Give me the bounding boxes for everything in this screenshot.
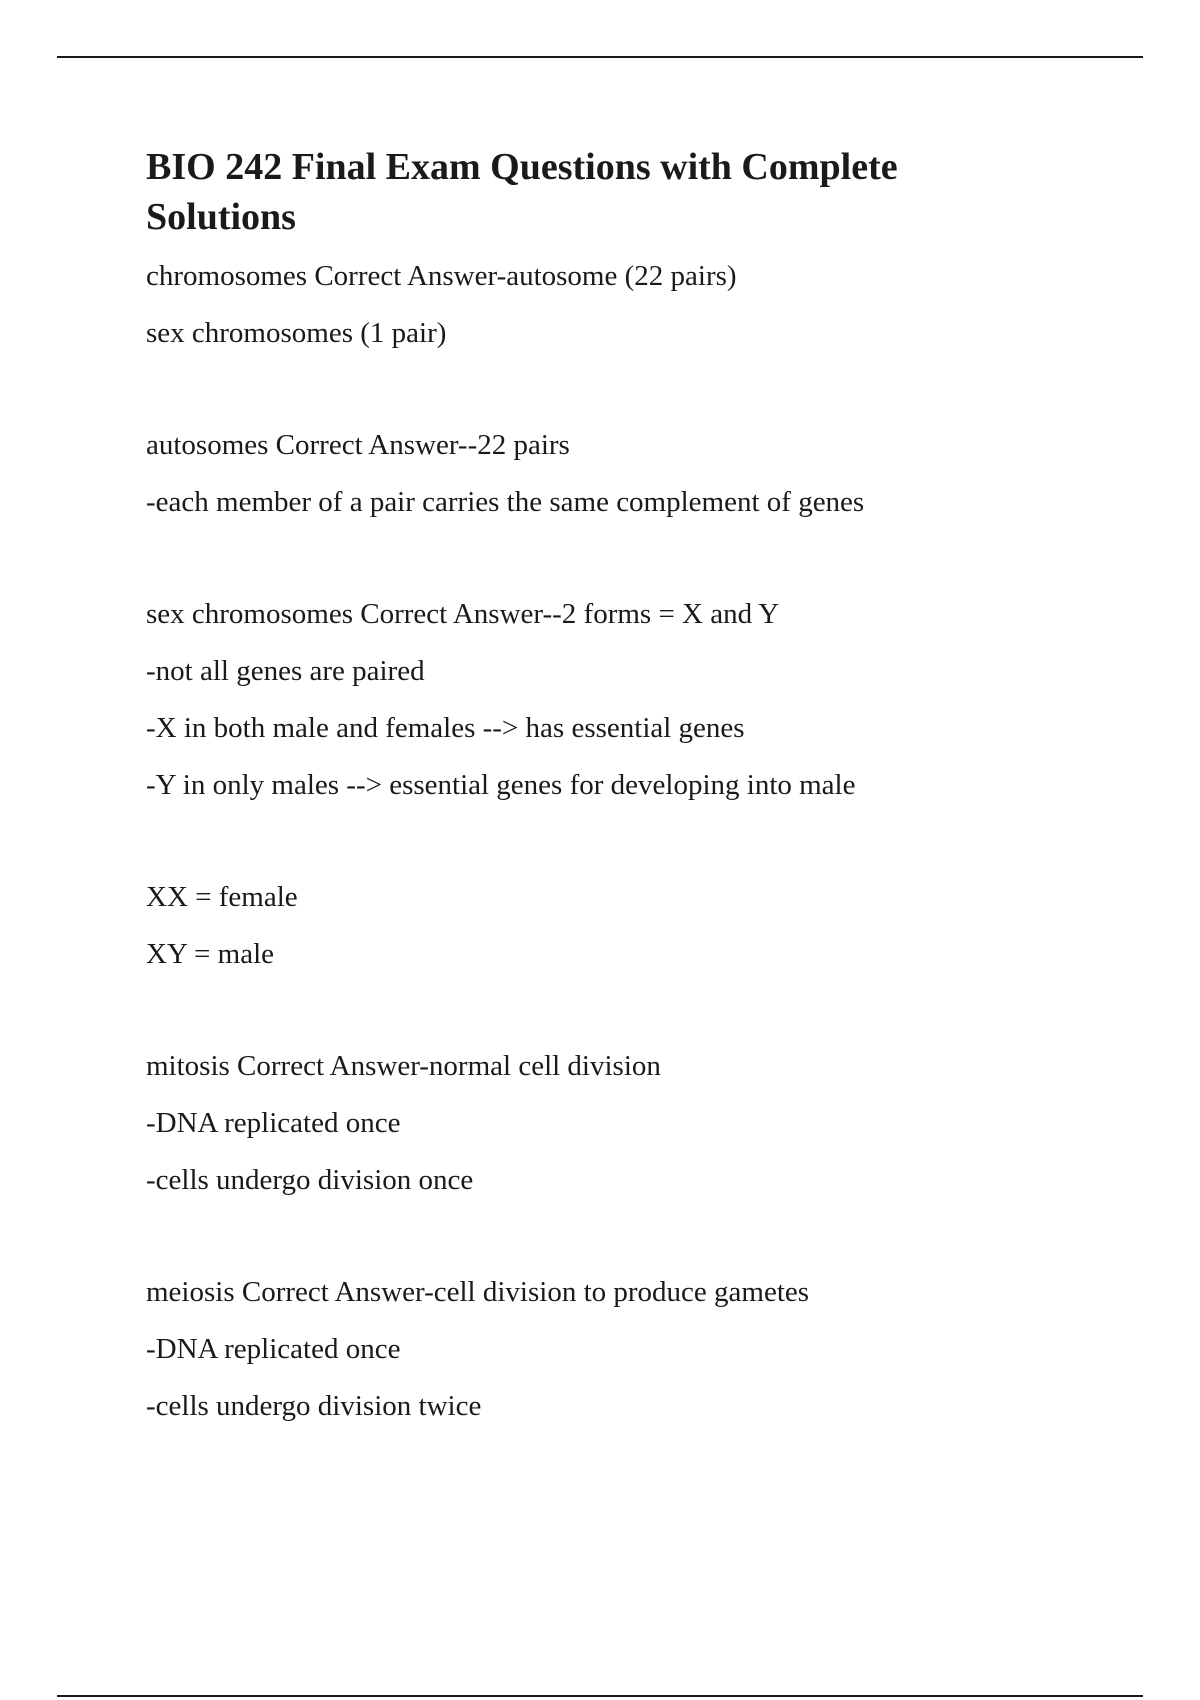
qa-line: -DNA replicated once — [146, 1107, 401, 1139]
qa-block-sex-chromosomes — [146, 586, 1046, 814]
qa-line: -cells undergo division twice — [146, 1390, 482, 1422]
top-rule — [57, 56, 1143, 58]
qa-line: -X in both male and females --> has essential genes — [146, 712, 745, 744]
qa-block-meiosis — [146, 1264, 1046, 1435]
qa-block-sex-determination — [146, 869, 1046, 983]
qa-line: XX = female — [146, 881, 298, 913]
qa-line: -Y in only males --> essential genes for developing into male — [146, 769, 856, 801]
qa-block-mitosis — [146, 1038, 1046, 1209]
document-body — [146, 142, 1046, 1435]
qa-line: -not all genes are paired — [146, 655, 425, 687]
qa-block-autosomes — [146, 417, 1046, 531]
qa-line: -DNA replicated once — [146, 1333, 401, 1365]
bottom-rule — [57, 1695, 1143, 1697]
qa-line: chromosomes Correct Answer-autosome (22 pairs) — [146, 260, 737, 292]
qa-list — [146, 248, 1046, 1435]
qa-line: -each member of a pair carries the same complement of genes — [146, 486, 865, 518]
qa-line: -cells undergo division once — [146, 1164, 474, 1196]
qa-line: sex chromosomes (1 pair) — [146, 317, 447, 349]
qa-line: XY = male — [146, 938, 275, 970]
qa-line: autosomes Correct Answer--22 pairs — [146, 429, 570, 461]
qa-block-chromosomes — [146, 248, 1046, 362]
qa-line: mitosis Correct Answer-normal cell division — [146, 1050, 661, 1082]
qa-line: meiosis Correct Answer-cell division to produce gametes — [146, 1276, 810, 1308]
qa-line: sex chromosomes Correct Answer--2 forms = X and Y — [146, 598, 780, 630]
document-title: BIO 242 Final Exam Questions with Complete Solutions — [146, 146, 898, 238]
